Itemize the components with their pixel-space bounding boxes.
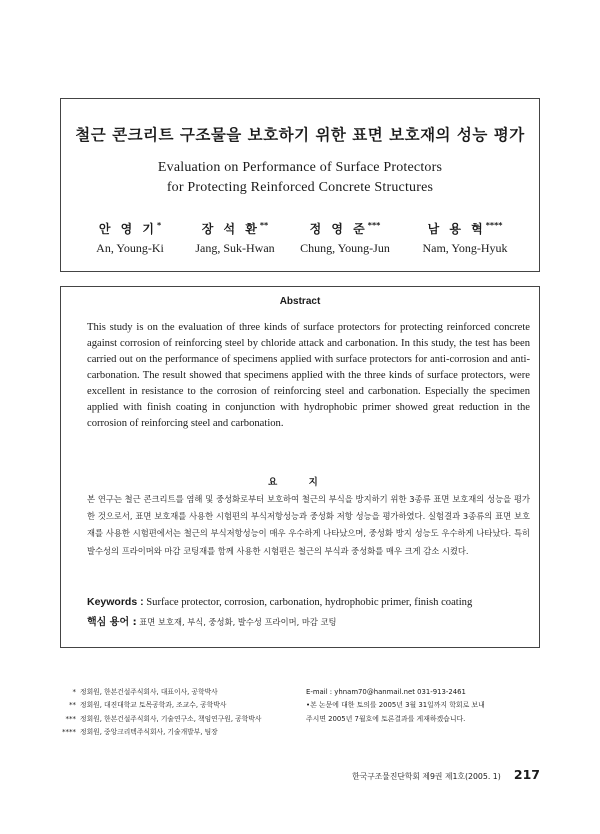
affiliation-3: *** 정회원, 한본건설주식회사, 기술연구소, 책임연구원, 공학박사 — [65, 714, 262, 723]
author-3 — [290, 220, 400, 256]
korean-abstract-heading: 요 지 — [268, 477, 332, 488]
keywords — [87, 596, 537, 608]
journal-citation: 한국구조물진단학회 제9권 제1호(2005. 1) — [352, 772, 501, 781]
author-2-english: Jang, Suk-Hwan — [195, 241, 275, 255]
page-footer — [330, 764, 540, 783]
korean-keywords — [87, 613, 537, 628]
abstract-heading: Abstract — [279, 296, 321, 307]
abstract-body: This study is on the evaluation of three kinds of surface protectors for protecting reinforced concrete against corrosion of reinforcing steel by chloride attack and carbonation. In this study, the test has been carried out on the performance of specimens applied with surface protectors for anti-corrosion and anti-carbonation. The result showed that specimens applied with the three kinds of surface protectors, were excellent in resistance to the corrosion of reinforcing steel and carbonation. Especially the specimen applied with finish coating in conjunction with hydrophobic primer showed great reduction in the corrosion of reinforcing steel and carbonation. — [87, 322, 530, 429]
author-4 — [410, 220, 520, 256]
author-3-english: Chung, Young-Jun — [300, 241, 390, 255]
affiliation-1: * 정회원, 한본건설주식회사, 대표이사, 공학박사 — [72, 688, 218, 696]
author-affiliations — [62, 686, 302, 740]
title-korean: 철근 콘크리트 구조물을 보호하기 위한 표면 보호재의 성능 평가 — [75, 126, 525, 144]
email-line: E-mail : yhnam70@hanmail.net 031-913-2461 — [306, 688, 466, 696]
author-1 — [80, 220, 180, 256]
discussion-note-line1: •본 논문에 대한 토의를 2005년 3월 31일까지 학회로 보내 — [306, 701, 485, 710]
author-3-korean: 정 영 준*** — [309, 221, 381, 236]
title-english-line1: Evaluation on Performance of Surface Protectors — [157, 160, 443, 175]
author-4-english: Nam, Yong-Hyuk — [422, 241, 508, 255]
title-english-line2: for Protecting Reinforced Concrete Structures — [166, 180, 434, 195]
affiliation-2: ** 정회원, 대진대학교 토목공학과, 조교수, 공학박사 — [69, 701, 227, 710]
discussion-note-line2: 주시면 2005년 7월호에 토론결과를 게재하겠습니다. — [306, 714, 466, 723]
author-2-korean: 장 석 환** — [201, 221, 269, 236]
keywords-label: Keywords : — [87, 596, 144, 608]
author-4-korean: 남 용 혁**** — [427, 221, 503, 236]
author-1-english: An, Young-Ki — [96, 241, 164, 255]
korean-abstract-body: 본 연구는 철근 콘크리트를 염해 및 중성화로부터 보호하여 철근의 부식을 방지하기 위한 3종류 표면 보호재의 성능을 평가한 것으로서, 표면 보호재를 사용한 시험편의 부식저항성능과 중성화 저항 성능을 평가하였다. 실험결과 3종류의 표면 보호재를 사용한 시험편에서는 철근의 부식저항성능이 매우 우수하게 나타났으며, 중성화 방지 성능도 우수하게 나타났다. 특히 발수성의 프라이머와 마감 코팅재를 함께 사용한 시험편은 철근의 부식과 중성화를 매우 크게 감소 시켰다. — [87, 494, 530, 556]
contact-notes — [306, 686, 536, 726]
keywords-text: Surface protector, corrosion, carbonation, hydrophobic primer, finish coating — [146, 597, 473, 608]
korean-keywords-label: 핵심 용어 : — [87, 617, 137, 628]
affiliation-4: **** 정회원, 중앙크리텍주식회사, 기술개발부, 팀장 — [62, 728, 218, 737]
author-2 — [180, 220, 290, 256]
page-number: 217 — [513, 767, 540, 782]
author-1-korean: 안 영 기* — [98, 221, 162, 236]
korean-keywords-text: 표면 보호재, 부식, 중성화, 발수성 프라이머, 마감 코팅 — [139, 617, 337, 627]
